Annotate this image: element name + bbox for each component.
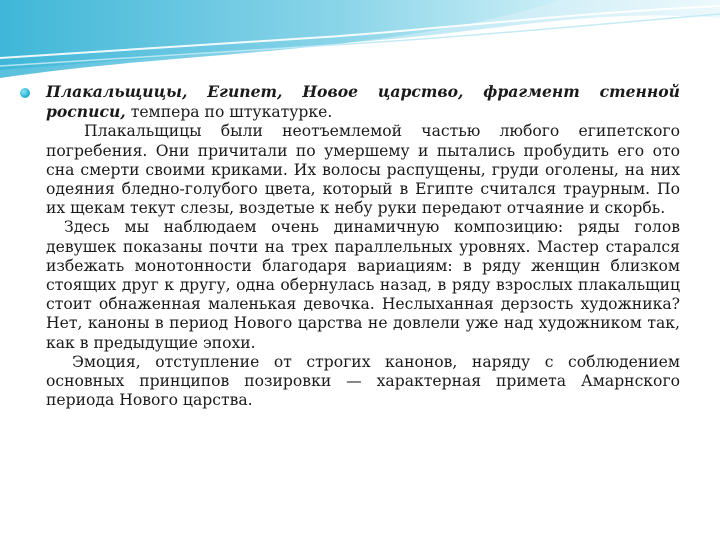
- bullet-icon: [20, 88, 30, 98]
- paragraph-2: Здесь мы наблюдаем очень динамичную композицию: ряды голов девушек показаны почти на трех параллельных уровнях. Мастер старался избежать монотонности благодаря вариациям: в ряду женщин близком стоящих друг к другу, одна обернулась назад, в ряду взрослых плакальщиц стоит обнаженная маленькая девочка. Неслыханная дерзость художника? Нет, каноны в период Нового царства не довлели уже над художником так, как в предыдущие эпохи.: [46, 218, 680, 352]
- header-wave-decoration: [0, 0, 720, 80]
- slide-body: [46, 82, 680, 410]
- title-rest: темпера по штукатурке.: [125, 103, 333, 122]
- slide-title: [46, 82, 680, 122]
- paragraph-3: Эмоция, отступление от строгих канонов, наряду с соблюдением основных принципов позировки — характерная примета Амарнского периода Нового царства.: [46, 352, 680, 410]
- paragraph-1: Плакальщицы были неотъемлемой частью любого египетского погребения. Они причитали по умершему и пытались пробудить его ото сна смерти своими криками. Их волосы распущены, груди оголены, на них одеяния бледно-голубого цвета, который в Египте считался траурным. По их щекам текут слезы, воздетые к небу руки передают отчаяние и скорбь.: [46, 122, 680, 218]
- title-italic: Плакальщицы, Египет, Новое царство, фрагмент стенной росписи,: [46, 82, 680, 122]
